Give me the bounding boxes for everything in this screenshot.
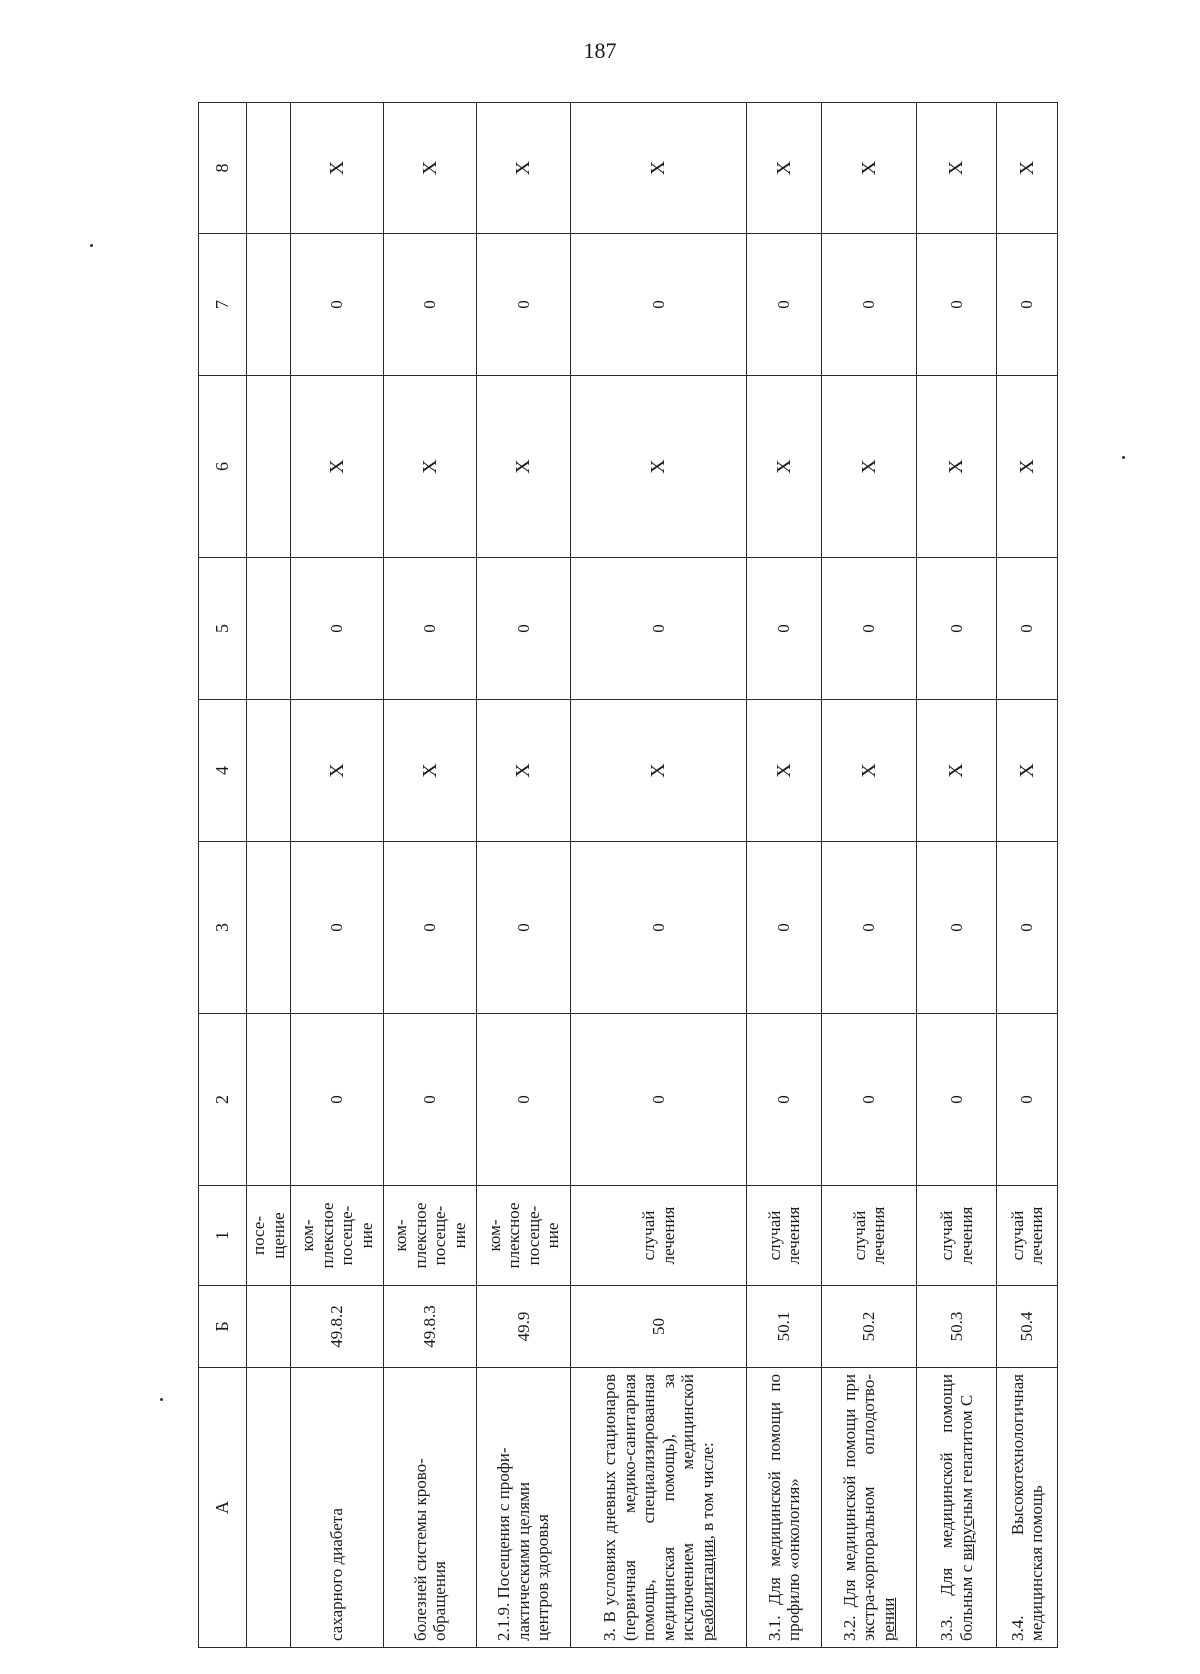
cell-8: X xyxy=(997,103,1058,234)
row-code: 49.8.3 xyxy=(384,1286,477,1368)
cell-2: 0 xyxy=(917,1014,997,1186)
row-unit: случай лечения xyxy=(747,1186,822,1286)
cell-2: 0 xyxy=(571,1014,747,1186)
cell-4: X xyxy=(747,700,822,842)
header-cell: 3 xyxy=(199,842,247,1014)
cell-6: X xyxy=(291,376,384,558)
cell-6: X xyxy=(822,376,917,558)
cell-4 xyxy=(247,700,291,842)
cell-7: 0 xyxy=(997,234,1058,376)
rotated-table-wrapper xyxy=(198,103,1053,1648)
cell-2: 0 xyxy=(747,1014,822,1186)
row-unit: случай лечения xyxy=(997,1186,1058,1286)
cell-7: 0 xyxy=(917,234,997,376)
row-code: 49.8.2 xyxy=(291,1286,384,1368)
cell-6: X xyxy=(917,376,997,558)
cell-6: X xyxy=(997,376,1058,558)
cell-2: 0 xyxy=(384,1014,477,1186)
cell-7: 0 xyxy=(384,234,477,376)
row-name: сахарного диабета xyxy=(291,1368,384,1648)
row-name: болезней системы крово- обращения xyxy=(384,1368,477,1648)
cell-6 xyxy=(247,376,291,558)
row-name: 3.2. Для медицинской помощи при экстра-корпоральном оплодотво-рении xyxy=(822,1368,917,1648)
cell-4: X xyxy=(822,700,917,842)
cell-6: X xyxy=(477,376,571,558)
row-unit: ком- плексное посеще- ние xyxy=(477,1186,571,1286)
cell-5: 0 xyxy=(571,558,747,700)
header-cell: Б xyxy=(199,1286,247,1368)
row-code xyxy=(247,1286,291,1368)
header-cell: 4 xyxy=(199,700,247,842)
table-row xyxy=(822,103,917,1648)
cell-4: X xyxy=(997,700,1058,842)
data-table xyxy=(198,102,1058,1648)
cell-3: 0 xyxy=(747,842,822,1014)
row-unit: случай лечения xyxy=(822,1186,917,1286)
cell-3: 0 xyxy=(291,842,384,1014)
cell-8: X xyxy=(384,103,477,234)
cell-6: X xyxy=(384,376,477,558)
cell-5: 0 xyxy=(822,558,917,700)
scan-speck xyxy=(160,1398,163,1401)
table-row xyxy=(747,103,822,1648)
header-cell: 5 xyxy=(199,558,247,700)
row-code: 50.2 xyxy=(822,1286,917,1368)
cell-8: X xyxy=(477,103,571,234)
cell-2 xyxy=(247,1014,291,1186)
header-cell: А xyxy=(199,1368,247,1648)
header-cell: 8 xyxy=(199,103,247,234)
header-cell: 2 xyxy=(199,1014,247,1186)
scan-speck xyxy=(90,244,93,247)
row-unit: посе- щение xyxy=(247,1186,291,1286)
row-code: 49.9 xyxy=(477,1286,571,1368)
cell-5: 0 xyxy=(997,558,1058,700)
cell-4: X xyxy=(917,700,997,842)
cell-6: X xyxy=(747,376,822,558)
cell-4: X xyxy=(384,700,477,842)
cell-3: 0 xyxy=(822,842,917,1014)
scan-speck xyxy=(1122,456,1125,459)
cell-7: 0 xyxy=(477,234,571,376)
row-name: 3. В условиях дневных стационаров (первичная медико-санитарная помощь, специализированная медицинская помощь), за исключением медицинской реабилитации, в том числе: xyxy=(571,1368,747,1648)
cell-2: 0 xyxy=(291,1014,384,1186)
header-cell: 6 xyxy=(199,376,247,558)
cell-3: 0 xyxy=(571,842,747,1014)
row-unit: случай лечения xyxy=(571,1186,747,1286)
table-row xyxy=(477,103,571,1648)
header-row xyxy=(199,103,247,1648)
table-row xyxy=(917,103,997,1648)
cell-2: 0 xyxy=(477,1014,571,1186)
cell-2: 0 xyxy=(997,1014,1058,1186)
cell-6: X xyxy=(571,376,747,558)
row-name: 3.1. Для медицинской помощи по профилю «онкология» xyxy=(747,1368,822,1648)
row-name: 3.3. Для медицинской помощи больным с вирусным гепатитом С xyxy=(917,1368,997,1648)
table-row xyxy=(384,103,477,1648)
cell-5: 0 xyxy=(477,558,571,700)
row-code: 50.1 xyxy=(747,1286,822,1368)
row-code: 50.4 xyxy=(997,1286,1058,1368)
cell-8: X xyxy=(571,103,747,234)
cell-8 xyxy=(247,103,291,234)
cell-4: X xyxy=(477,700,571,842)
cell-2: 0 xyxy=(822,1014,917,1186)
row-code: 50.3 xyxy=(917,1286,997,1368)
cell-4: X xyxy=(291,700,384,842)
cell-7: 0 xyxy=(571,234,747,376)
cell-7: 0 xyxy=(291,234,384,376)
cell-5: 0 xyxy=(384,558,477,700)
row-name: 2.1.9. Посещения с профи- лактическими целями центров здоровья xyxy=(477,1368,571,1648)
table-row xyxy=(997,103,1058,1648)
cell-8: X xyxy=(291,103,384,234)
cell-5: 0 xyxy=(917,558,997,700)
cell-5: 0 xyxy=(747,558,822,700)
table-row xyxy=(571,103,747,1648)
row-code: 50 xyxy=(571,1286,747,1368)
row-unit: ком- плексное посеще- ние xyxy=(384,1186,477,1286)
row-name: 3.4. Высокотехнологичная медицинская помощь xyxy=(997,1368,1058,1648)
table-row xyxy=(247,103,291,1648)
cell-8: X xyxy=(822,103,917,234)
cell-3 xyxy=(247,842,291,1014)
row-unit: ком- плексное посеще- ние xyxy=(291,1186,384,1286)
cell-4: X xyxy=(571,700,747,842)
table-row xyxy=(291,103,384,1648)
header-cell: 1 xyxy=(199,1186,247,1286)
row-unit: случай лечения xyxy=(917,1186,997,1286)
cell-3: 0 xyxy=(384,842,477,1014)
cell-3: 0 xyxy=(477,842,571,1014)
row-name xyxy=(247,1368,291,1648)
page-number: 187 xyxy=(583,38,617,63)
cell-7: 0 xyxy=(822,234,917,376)
cell-7 xyxy=(247,234,291,376)
header-cell: 7 xyxy=(199,234,247,376)
cell-8: X xyxy=(917,103,997,234)
cell-3: 0 xyxy=(917,842,997,1014)
cell-8: X xyxy=(747,103,822,234)
cell-5 xyxy=(247,558,291,700)
cell-5: 0 xyxy=(291,558,384,700)
cell-3: 0 xyxy=(997,842,1058,1014)
cell-7: 0 xyxy=(747,234,822,376)
